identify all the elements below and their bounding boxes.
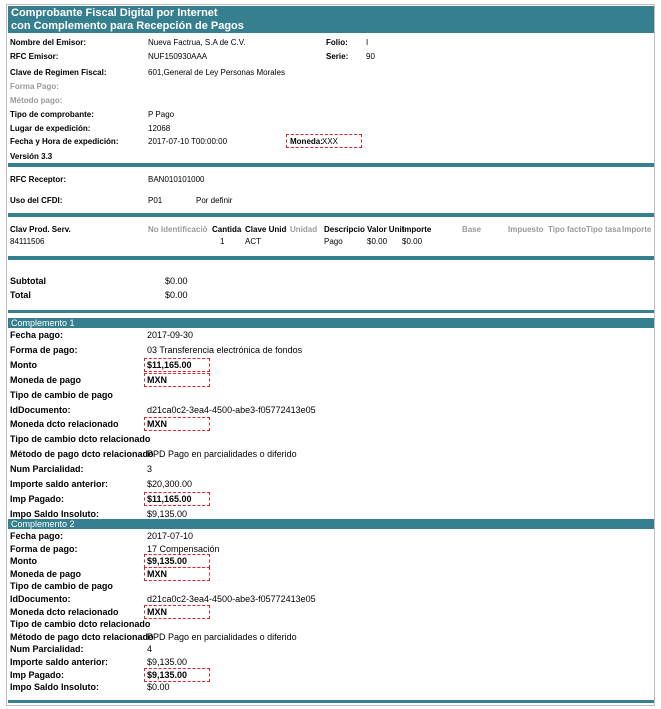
complemento-row-label: Moneda dcto relacionado — [10, 419, 119, 430]
complemento-row-value: $20,300.00 — [147, 479, 193, 489]
complemento-row-label: Forma de pago: — [10, 344, 78, 355]
complemento-row-value: $11,165.00 — [147, 493, 192, 504]
document-header — [8, 6, 654, 33]
complemento-row-label: Monto — [10, 556, 37, 567]
divider-bar — [8, 700, 654, 703]
col-header: Importe — [622, 225, 652, 234]
col-header: Base — [462, 225, 482, 234]
divider-bar — [8, 310, 654, 313]
metodo-pago-label: Método pago: — [10, 96, 63, 105]
complemento-row-value: 3 — [147, 464, 153, 475]
folio-label: Folio: — [326, 38, 348, 47]
complemento-row-value: PPD Pago en parcialidades o diferido — [147, 631, 297, 642]
col-header: Valor Unit — [367, 225, 405, 234]
complemento-row-value: PPD Pago en parcialidades o diferido — [147, 449, 297, 460]
complemento-row-label: Fecha pago: — [10, 531, 64, 541]
moneda-value: XXX — [322, 137, 339, 146]
total-value: $0.00 — [165, 290, 188, 300]
complemento-row-label: Num Parcialidad: — [10, 644, 84, 655]
lugar-value: 12068 — [148, 124, 171, 133]
complemento-1-header — [8, 318, 654, 328]
complemento-row-label: Tipo de cambio dcto relacionado — [10, 619, 151, 630]
table-cell: $0.00 — [402, 237, 423, 246]
table-cell: ACT — [245, 237, 261, 246]
subtotal-value: $0.00 — [165, 276, 188, 286]
complemento-row-label: IdDocumento: — [10, 404, 71, 415]
complemento-row-value: 17 Compensación — [147, 543, 220, 554]
complemento-row-label: Fecha pago: — [10, 330, 64, 340]
receptor-rfc-label: RFC Receptor: — [10, 175, 67, 184]
col-header: Unidad — [290, 225, 318, 234]
complemento-row-value: MXN — [147, 606, 167, 617]
col-header: Tipo tasa — [586, 225, 621, 234]
total-label: Total — [10, 290, 31, 300]
table-cell: 1 — [220, 237, 225, 246]
title-line-2: con Complemento para Recepción de Pagos — [11, 20, 244, 32]
divider-bar — [8, 256, 654, 260]
complemento-row-value: $11,165.00 — [147, 359, 192, 370]
complemento-row-label: Impo Saldo Insoluto: — [10, 682, 99, 693]
highlight-box — [144, 668, 210, 682]
complemento-row-value: 4 — [147, 644, 153, 655]
complemento-row-value: $9,135.00 — [147, 556, 188, 567]
highlight-box — [144, 417, 210, 431]
complemento-row-label: Imp Pagado: — [10, 493, 65, 504]
fecha-expedicion-label: Fecha y Hora de expedición: — [10, 137, 119, 146]
complemento-row-label: Método de pago dcto relacionado — [10, 449, 154, 460]
complemento-row-label: Tipo de cambio de pago — [10, 581, 113, 592]
version-label: Versión 3.3 — [10, 152, 53, 161]
emisor-rfc-value: NUF150930AAA — [148, 52, 208, 61]
highlight-box — [144, 373, 210, 387]
moneda-label: Moneda: — [290, 137, 323, 146]
highlight-box — [144, 358, 210, 372]
col-header: Cantida — [212, 225, 242, 234]
divider-bar — [8, 213, 654, 217]
complemento-row-label: Tipo de cambio dcto relacionado — [10, 434, 151, 445]
highlight-box — [144, 567, 210, 581]
uso-cfdi-label: Uso del CFDI: — [10, 196, 63, 205]
complemento-row-value: $9,135.00 — [147, 508, 188, 519]
uso-cfdi-code: P01 — [148, 196, 163, 205]
serie-value: 90 — [366, 52, 375, 61]
tipo-comprobante-value: P Pago — [148, 110, 175, 119]
emisor-rfc-label: RFC Emisor: — [10, 52, 59, 61]
complemento-row-label: Moneda de pago — [10, 374, 82, 385]
complemento-row-label: Impo Saldo Insoluto: — [10, 508, 99, 519]
document-frame — [6, 4, 655, 706]
complemento-2-title: Complemento 2 — [11, 519, 75, 529]
complemento-row-label: Forma de pago: — [10, 543, 78, 554]
complemento-row-label: Moneda de pago — [10, 568, 82, 579]
regimen-value: 601,General de Ley Personas Morales — [148, 68, 285, 77]
receptor-rfc-value: BAN010101000 — [148, 175, 205, 184]
folio-value: I — [366, 38, 369, 47]
complemento-row-value: 2017-07-10 — [147, 531, 194, 541]
emisor-nombre-value: Nueva Factrua, S.A de C.V. — [148, 38, 246, 47]
complemento-row-label: Moneda dcto relacionado — [10, 606, 119, 617]
regimen-label: Clave de Regimen Fiscal: — [10, 68, 107, 77]
complemento-row-label: Importe saldo anterior: — [10, 479, 109, 489]
divider-bar — [8, 163, 654, 167]
complemento-row-label: Método de pago dcto relacionado — [10, 631, 154, 642]
col-header: Tipo facto — [548, 225, 587, 234]
complemento-row-value: MXN — [147, 419, 167, 430]
col-header: Impuesto — [508, 225, 544, 234]
subtotal-label: Subtotal — [10, 276, 46, 286]
complemento-1-title: Complemento 1 — [11, 318, 75, 328]
complemento-row-value: d21ca0c2-3ea4-4500-abe3-f05772413e05 — [147, 594, 316, 604]
emisor-nombre-label: Nombre del Emisor: — [10, 38, 87, 47]
table-cell: 84111506 — [10, 237, 45, 246]
complemento-2-header — [8, 519, 654, 529]
fecha-expedicion-value: 2017-07-10 T00:00:00 — [148, 137, 228, 146]
complemento-row-label: Monto — [10, 359, 37, 370]
complemento-row-label: Imp Pagado: — [10, 669, 65, 680]
serie-label: Serie: — [326, 52, 349, 61]
lugar-label: Lugar de expedición: — [10, 124, 91, 133]
complemento-row-value: $9,135.00 — [147, 657, 188, 667]
complemento-row-value: $9,135.00 — [147, 669, 188, 680]
complemento-row-label: Importe saldo anterior: — [10, 657, 109, 667]
complemento-row-value: 03 Transferencia electrónica de fondos — [147, 344, 303, 355]
table-cell: Pago — [324, 237, 343, 246]
complemento-row-value: d21ca0c2-3ea4-4500-abe3-f05772413e05 — [147, 404, 316, 415]
title-line-1: Comprobante Fiscal Digital por Internet — [11, 7, 218, 19]
complemento-row-label: Num Parcialidad: — [10, 464, 84, 475]
complemento-row-value: 2017-09-30 — [147, 330, 194, 340]
complemento-row-value: MXN — [147, 568, 167, 579]
col-header: Clav Prod. Serv. — [10, 225, 71, 234]
forma-pago-label: Forma Pago: — [10, 82, 59, 91]
complemento-row-label: Tipo de cambio de pago — [10, 389, 113, 400]
col-header: Importe — [402, 225, 432, 234]
complemento-row-value: MXN — [147, 374, 167, 385]
uso-cfdi-desc: Por definir — [196, 196, 233, 205]
complemento-row-value: $0.00 — [147, 682, 170, 693]
table-cell: $0.00 — [367, 237, 388, 246]
col-header: No Identificaciò — [148, 225, 208, 234]
complemento-row-label: IdDocumento: — [10, 594, 71, 604]
col-header: Clave Unid — [245, 225, 287, 234]
highlight-box — [144, 492, 210, 506]
col-header: Descripcio — [324, 225, 365, 234]
highlight-box — [144, 605, 210, 619]
tipo-comprobante-label: Tipo de comprobante: — [10, 110, 94, 119]
